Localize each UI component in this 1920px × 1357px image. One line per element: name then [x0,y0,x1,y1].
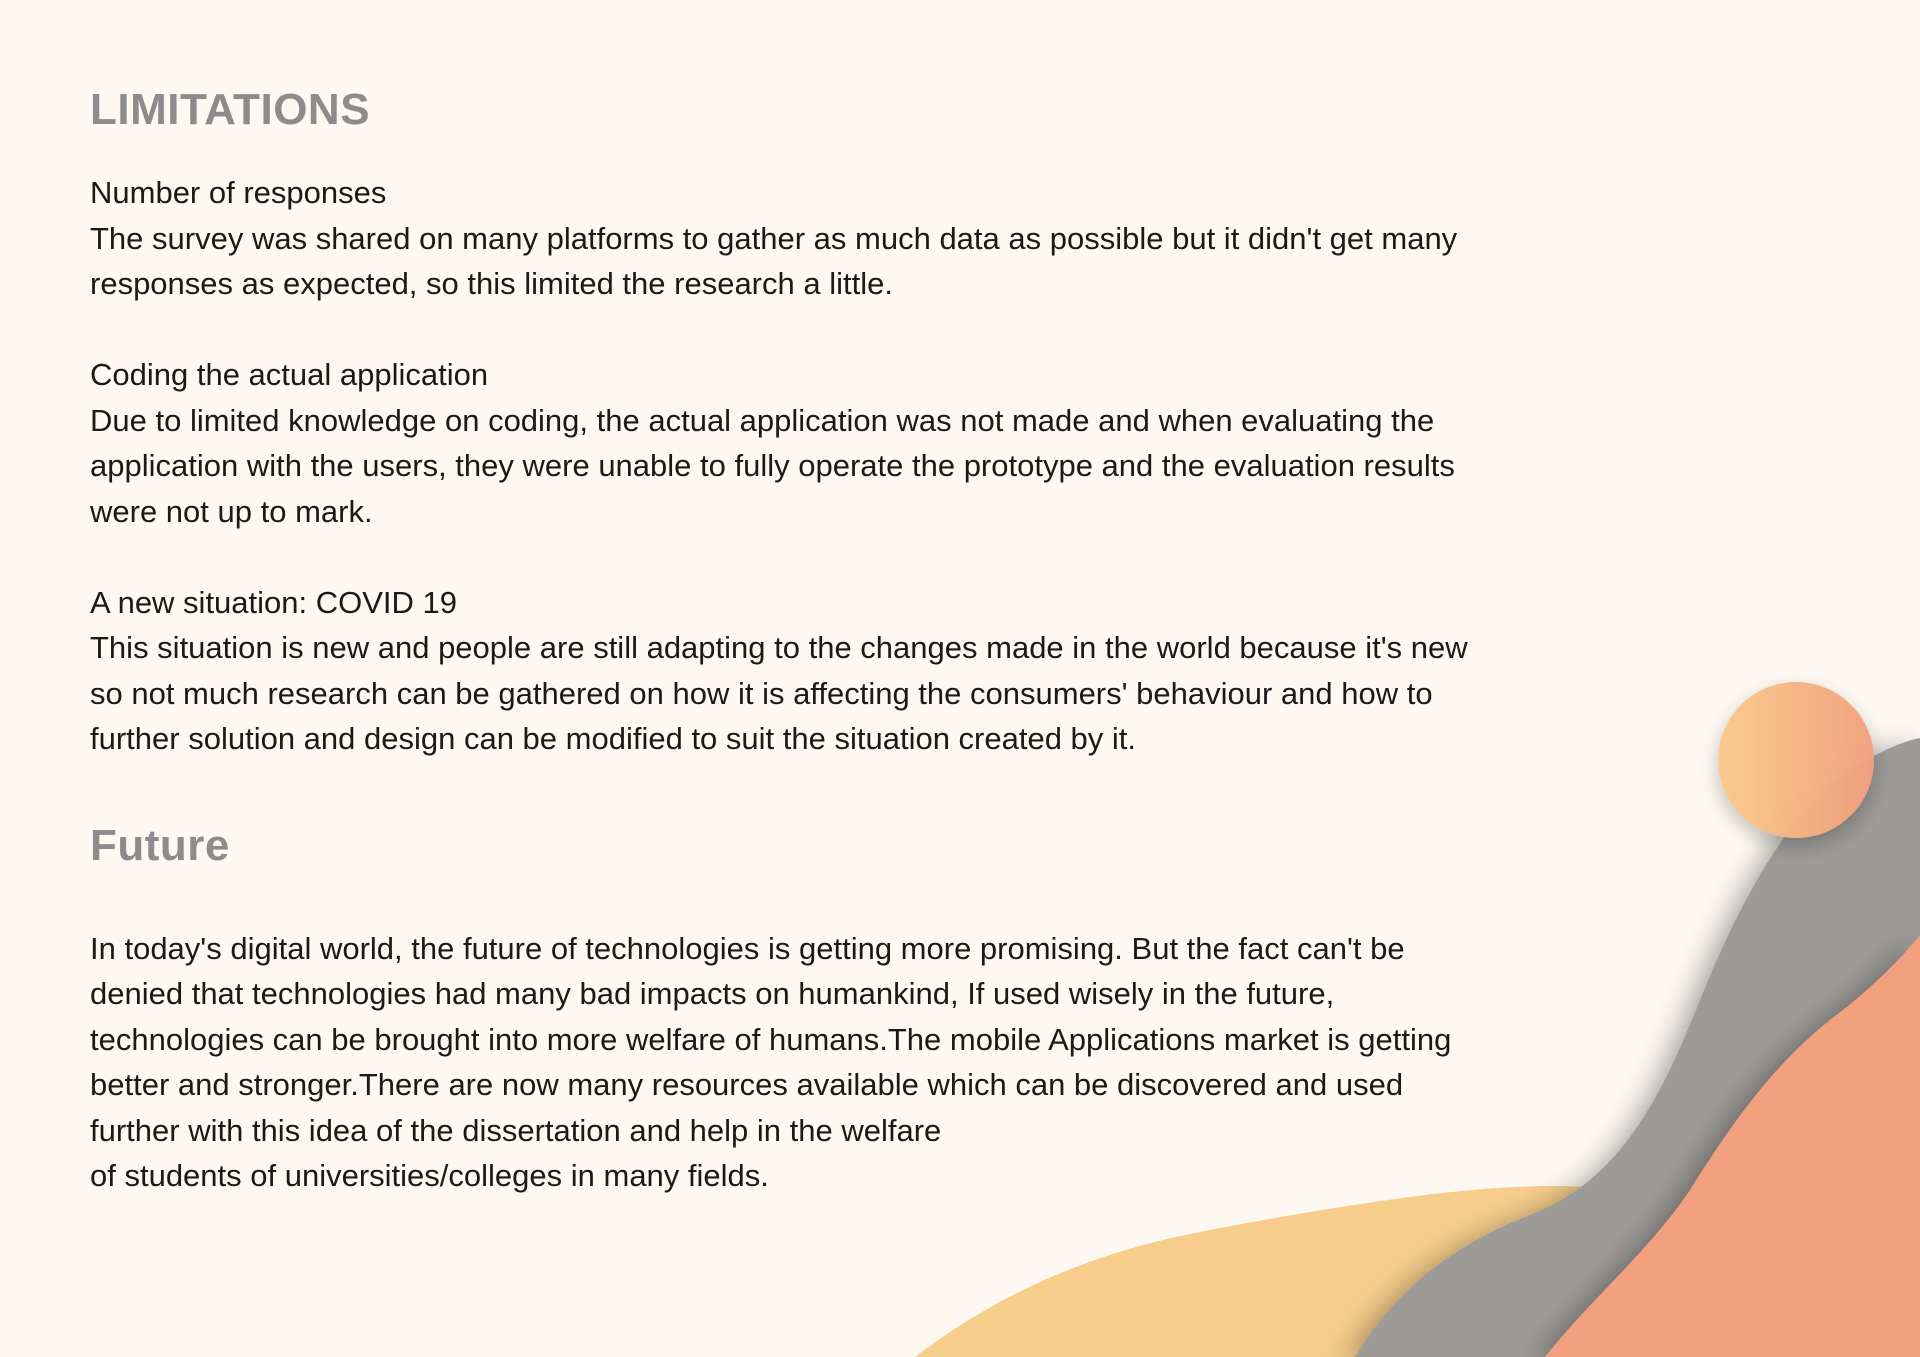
limitation-item-responses [90,170,1550,307]
limitation-title: A new situation: COVID 19 [90,584,458,620]
future-text-line: technologies can be brought into more welfare of humans.The mobile Applications market is getting [90,1021,1452,1057]
future-heading: Future [90,820,230,870]
future-text-line: better and stronger.There are now many resources available which can be discovered and used [90,1067,1404,1102]
limitation-title: Coding the actual application [90,357,489,392]
limitation-text-line: Due to limited knowledge on coding, the actual application was not made and when evaluating the [90,402,1435,438]
limitation-item-coding [90,352,1550,534]
limitation-text-line: responses as expected, so this limited the research a little. [90,266,893,301]
limitation-text-line: This situation is new and people are still adapting to the changes made in the world because it's new [90,630,1468,665]
limitation-item-covid [90,580,1550,762]
limitation-text-line: were not up to mark. [90,493,373,529]
future-paragraph [90,926,1550,1199]
limitation-text-line: The survey was shared on many platforms to gather as much data as possible but it didn't get many [90,220,1458,256]
orange-circle-shape [1718,682,1874,838]
future-text-line: of students of universities/colleges in many fields. [90,1158,769,1193]
limitation-title: Number of responses [90,175,387,210]
limitation-text-line: application with the users, they were unable to fully operate the prototype and the evaluation results [90,448,1455,483]
future-text-line: further with this idea of the dissertation and help in the welfare [90,1112,942,1148]
limitation-text-line: further solution and design can be modified to suit the situation created by it. [90,721,1137,756]
future-text-line: denied that technologies had many bad impacts on humankind, If used wisely in the future, [90,976,1335,1011]
limitations-heading: LIMITATIONS [90,85,371,134]
limitation-text-line: so not much research can be gathered on how it is affecting the consumers' behaviour and how to [90,675,1433,711]
content-area [90,78,1550,1199]
future-text-line: In today's digital world, the future of technologies is getting more promising. But the fact can't be [90,930,1405,966]
